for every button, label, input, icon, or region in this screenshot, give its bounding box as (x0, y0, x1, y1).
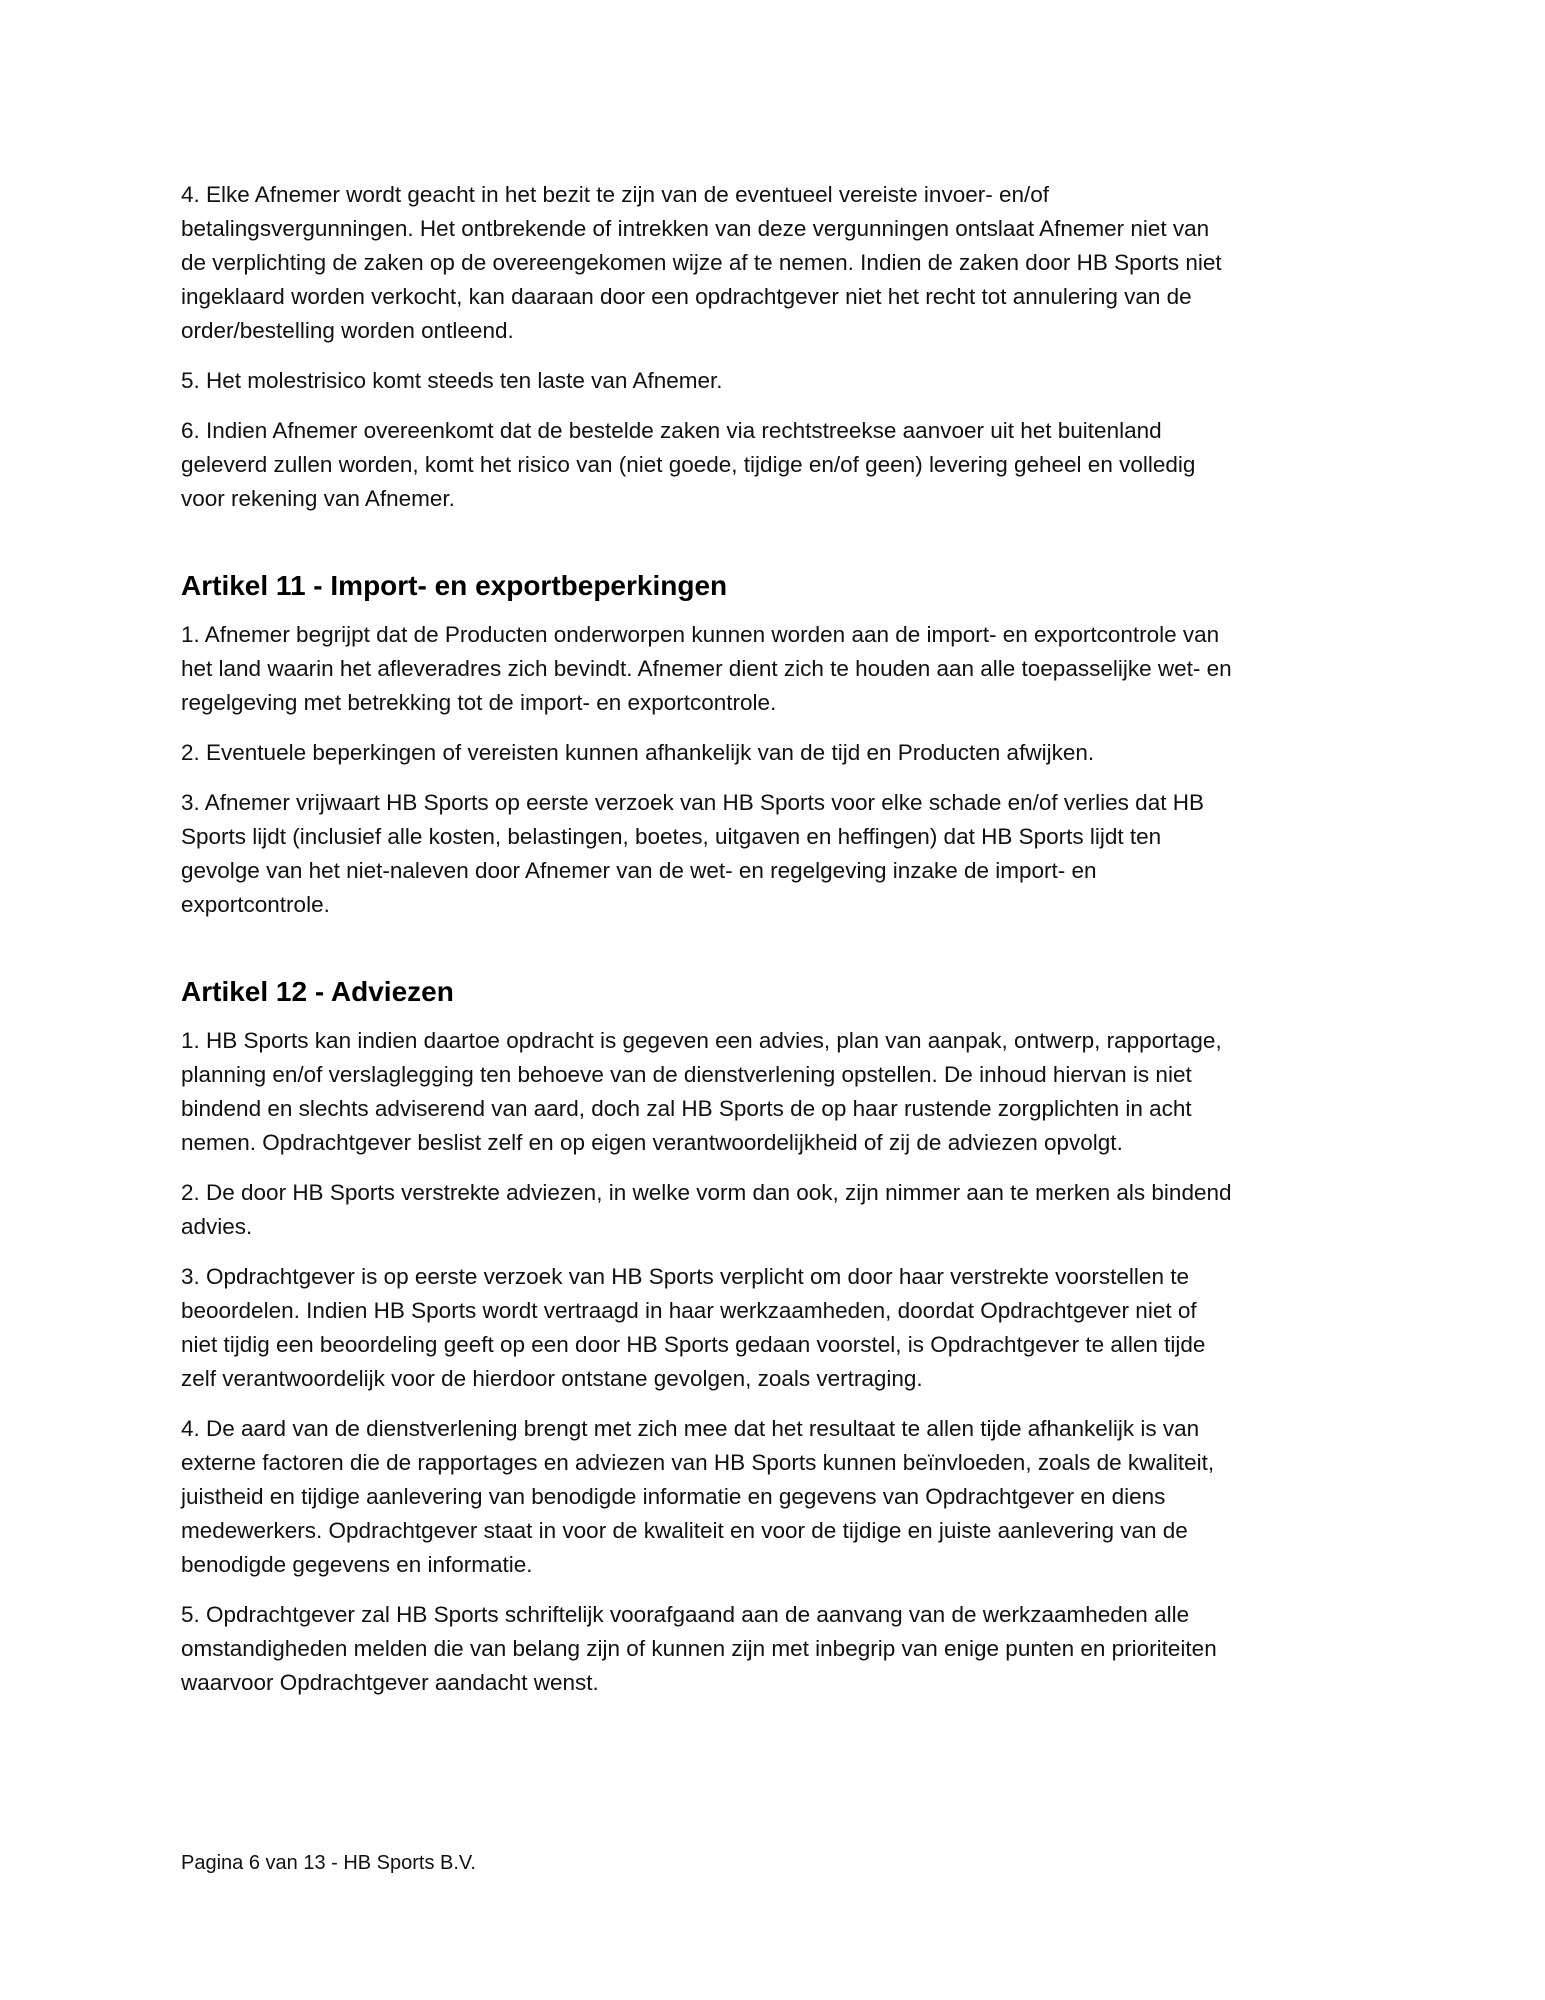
text-line: 1. Afnemer begrijpt dat de Producten onderworpen kunnen worden aan de import- en exportcontrole van (181, 622, 1220, 647)
text-line: 2. Eventuele beperkingen of vereisten kunnen afhankelijk van de tijd en Producten afwijken. (181, 740, 1095, 765)
paragraph-3 (181, 786, 1381, 922)
text-line: nemen. Opdrachtgever beslist zelf en op eigen verantwoordelijkheid of zij de adviezen opvolgt. (181, 1130, 1123, 1155)
paragraph-4 (181, 1412, 1381, 1582)
text-line: 2. De door HB Sports verstrekte adviezen, in welke vorm dan ook, zijn nimmer aan te merken als bindend (181, 1180, 1232, 1205)
section-heading: Artikel 12 - Adviezen (181, 976, 454, 1007)
text-line: externe factoren die de rapportages en adviezen van HB Sports kunnen beïnvloeden, zoals de kwaliteit, (181, 1450, 1215, 1475)
text-line: 6. Indien Afnemer overeenkomt dat de bestelde zaken via rechtstreekse aanvoer uit het buitenland (181, 418, 1162, 443)
text-line: juistheid en tijdige aanlevering van benodigde informatie en gegevens van Opdrachtgever en diens (181, 1484, 1166, 1509)
text-line: 3. Afnemer vrijwaart HB Sports op eerste verzoek van HB Sports voor elke schade en/of verlies dat HB (181, 790, 1204, 815)
text-line: omstandigheden melden die van belang zijn of kunnen zijn met inbegrip van enige punten en prioriteiten (181, 1636, 1217, 1661)
page-footer: Pagina 6 van 13 - HB Sports B.V. (181, 1852, 476, 1874)
text-line: 1. HB Sports kan indien daartoe opdracht is gegeven een advies, plan van aanpak, ontwerp, rapportage, (181, 1028, 1222, 1053)
text-line: benodigde gegevens en informatie. (181, 1552, 533, 1577)
text-line: 5. Opdrachtgever zal HB Sports schriftelijk voorafgaand aan de aanvang van de werkzaamheden alle (181, 1602, 1190, 1627)
section-artikel-12 (181, 974, 1381, 1700)
text-line: zelf verantwoordelijk voor de hierdoor ontstane gevolgen, zoals vertraging. (181, 1366, 923, 1391)
paragraph-3 (181, 1260, 1381, 1396)
paragraph-2 (181, 1176, 1381, 1244)
paragraph-2 (181, 736, 1381, 770)
paragraph-6 (181, 414, 1381, 516)
text-line: de verplichting de zaken op de overeengekomen wijze af te nemen. Indien de zaken door HB Sports niet (181, 250, 1222, 275)
text-line: niet tijdig een beoordeling geeft op een door HB Sports gedaan voorstel, is Opdrachtgever te allen tijde (181, 1332, 1206, 1357)
paragraph-1 (181, 1024, 1381, 1160)
paragraph-5 (181, 1598, 1381, 1700)
section-heading: Artikel 11 - Import- en exportbeperkingen (181, 570, 728, 601)
text-line: betalingsvergunningen. Het ontbrekende of intrekken van deze vergunningen ontslaat Afnemer niet van (181, 216, 1210, 241)
section-artikel-11 (181, 568, 1381, 922)
text-line: voor rekening van Afnemer. (181, 486, 455, 511)
text-line: regelgeving met betrekking tot de import- en exportcontrole. (181, 690, 777, 715)
section-continuation (181, 178, 1381, 516)
text-line: exportcontrole. (181, 892, 330, 917)
text-line: order/bestelling worden ontleend. (181, 318, 514, 343)
text-line: planning en/of verslaglegging ten behoeve van de dienstverlening opstellen. De inhoud hiervan is niet (181, 1062, 1192, 1087)
text-line: medewerkers. Opdrachtgever staat in voor de kwaliteit en voor de tijdige en juiste aanlevering van de (181, 1518, 1188, 1543)
text-line: waarvoor Opdrachtgever aandacht wenst. (181, 1670, 599, 1695)
text-line: geleverd zullen worden, komt het risico van (niet goede, tijdige en/of geen) levering geheel en volledig (181, 452, 1196, 477)
text-line: 5. Het molestrisico komt steeds ten laste van Afnemer. (181, 368, 723, 393)
text-line: 3. Opdrachtgever is op eerste verzoek van HB Sports verplicht om door haar verstrekte voorstellen te (181, 1264, 1189, 1289)
paragraph-5 (181, 364, 1381, 398)
text-line: ingeklaard worden verkocht, kan daaraan door een opdrachtgever niet het recht tot annulering van de (181, 284, 1192, 309)
paragraph-4 (181, 178, 1381, 348)
document-page (181, 178, 1381, 1716)
text-line: 4. De aard van de dienstverlening brengt met zich mee dat het resultaat te allen tijde afhankelijk is van (181, 1416, 1200, 1441)
paragraph-1 (181, 618, 1381, 720)
text-line: Sports lijdt (inclusief alle kosten, belastingen, boetes, uitgaven en heffingen) dat HB Sports lijdt ten (181, 824, 1162, 849)
text-line: advies. (181, 1214, 253, 1239)
text-line: beoordelen. Indien HB Sports wordt vertraagd in haar werkzaamheden, doordat Opdrachtgever niet of (181, 1298, 1197, 1323)
text-line: gevolge van het niet-naleven door Afnemer van de wet- en regelgeving inzake de import- en (181, 858, 1097, 883)
text-line: bindend en slechts adviserend van aard, doch zal HB Sports de op haar rustende zorgplichten in acht (181, 1096, 1192, 1121)
text-line: 4. Elke Afnemer wordt geacht in het bezit te zijn van de eventueel vereiste invoer- en/of (181, 182, 1049, 207)
text-line: het land waarin het afleveradres zich bevindt. Afnemer dient zich te houden aan alle toepasselijke wet- en (181, 656, 1232, 681)
